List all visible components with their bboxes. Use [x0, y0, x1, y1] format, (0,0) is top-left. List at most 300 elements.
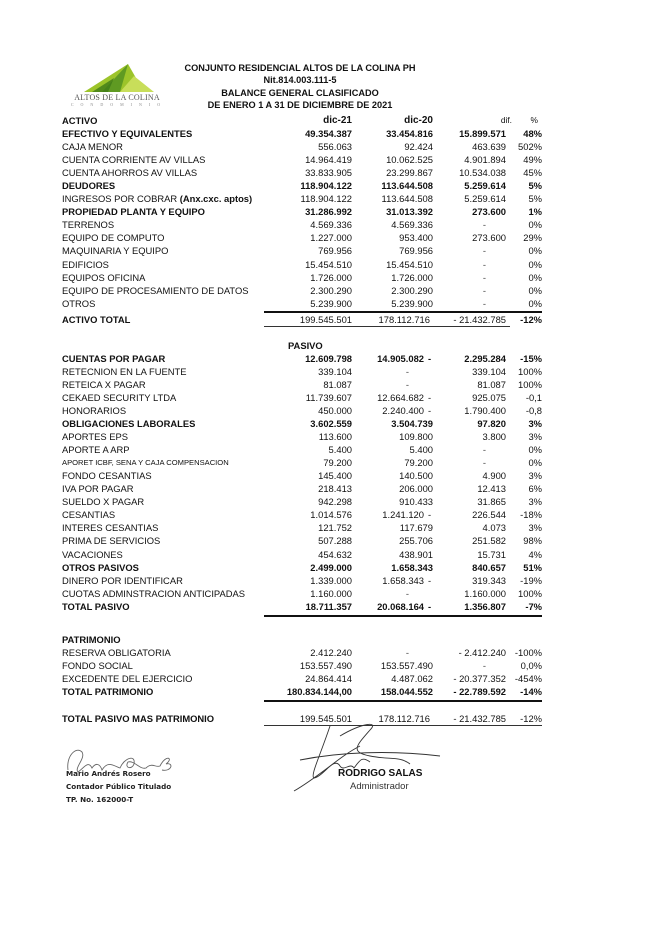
row-label	[62, 508, 115, 521]
table-row	[62, 495, 552, 508]
value-dic-20: -	[405, 365, 409, 377]
row-label	[62, 140, 123, 153]
value-dif: 4.901.894	[464, 154, 506, 166]
value-percent: 3%	[528, 431, 542, 443]
table-row	[62, 600, 552, 613]
row-label	[62, 495, 144, 508]
row-label-text: FONDO CESANTIAS	[62, 470, 152, 482]
value-percent: 502%	[518, 141, 542, 153]
value-dic-21: 199.545.501	[299, 712, 352, 724]
value-dic-21: 180.834.144,00	[286, 685, 352, 697]
col-dic-20: dic-20	[404, 115, 433, 126]
value-dic-20: 20.068.164	[377, 600, 424, 612]
table-row	[62, 646, 552, 659]
table-row	[62, 561, 552, 574]
row-label	[62, 469, 152, 482]
row-label	[62, 192, 252, 205]
row-label-text: OBLIGACIONES LABORALES	[62, 418, 196, 430]
value-percent: 100%	[518, 587, 542, 599]
row-label-text: MAQUINARIA Y EQUIPO	[62, 245, 169, 257]
value-dic-20: 5.400	[409, 444, 433, 456]
value-dif: 273.600	[472, 206, 506, 218]
value-dic-20: 5.239.900	[391, 297, 433, 309]
value-dif: 339.104	[472, 365, 506, 377]
value-dic-21: 507.288	[318, 535, 352, 547]
value-percent: 48%	[523, 128, 542, 140]
value-dic-21: 31.286.992	[305, 206, 352, 218]
row-label	[62, 600, 130, 613]
value-dif: 1.160.000	[464, 587, 506, 599]
value-dic-20: -	[405, 587, 409, 599]
value-dic-20: 158.044.552	[380, 685, 433, 697]
value-dif: - 21.432.785	[453, 313, 506, 325]
table-row	[62, 672, 552, 685]
row-label-text: DINERO POR IDENTIFICAR	[62, 574, 183, 586]
value-dic-21: 2.300.290	[310, 284, 352, 296]
value-percent: 98%	[523, 535, 542, 547]
patrimonio-heading-row	[62, 633, 552, 646]
logo-name: ALTOS DE LA COLINA	[74, 93, 160, 102]
row-label	[62, 404, 126, 417]
row-label	[62, 127, 192, 140]
accountant-role: Contador Público Titulado	[66, 782, 172, 791]
value-dif: 463.639	[472, 141, 506, 153]
row-label	[62, 482, 134, 495]
row-label-text: VACACIONES	[62, 548, 123, 560]
value-dic-20: 79.200	[404, 457, 433, 469]
value-percent: -12%	[520, 313, 542, 325]
value-dif: 4.900	[482, 470, 506, 482]
value-dif: 1.790.400	[464, 404, 506, 416]
value-percent: 3%	[528, 470, 542, 482]
section-patrimonio: PATRIMONIO	[62, 633, 121, 645]
value-dic-20: 953.400	[399, 232, 433, 244]
row-label	[62, 534, 160, 547]
value-dic-21: 18.711.357	[305, 600, 352, 612]
value-dic-20: -	[405, 378, 409, 390]
row-label-text: PROPIEDAD PLANTA Y EQUIPO	[62, 206, 205, 218]
row-label-text: OTROS PASIVOS	[62, 561, 139, 573]
row-label-text: RETEICA X PAGAR	[62, 378, 146, 390]
row-label	[62, 417, 195, 430]
value-percent: -454%	[514, 672, 542, 684]
row-label	[62, 166, 197, 179]
logo-subtitle: C O N D O M I N I O	[70, 102, 164, 107]
row-label	[62, 284, 249, 297]
row-label-suffix: (Anx.cxc. aptos)	[179, 193, 253, 205]
value-dic-21: 1.726.000	[310, 271, 352, 283]
col-percent: %	[530, 115, 538, 125]
row-label	[62, 205, 205, 218]
row-label	[62, 561, 139, 574]
value-dif: 12.413	[477, 483, 506, 495]
negative-sign: -	[428, 509, 432, 521]
row-label	[62, 521, 158, 534]
value-dif: -	[482, 245, 486, 257]
report-header	[170, 62, 430, 112]
value-dic-20: 1.658.343	[382, 574, 424, 586]
value-percent: 5%	[528, 193, 542, 205]
activo-total-row	[62, 313, 552, 326]
value-percent: 100%	[518, 365, 542, 377]
value-dic-21: 556.063	[318, 141, 352, 153]
value-dif: 10.534.038	[459, 167, 506, 179]
value-dic-21: 118.904.122	[300, 180, 352, 192]
row-label	[62, 548, 123, 561]
negative-sign: -	[428, 574, 432, 586]
row-label-text: TERRENOS	[62, 219, 115, 231]
value-percent: 0%	[528, 284, 542, 296]
table-row	[62, 659, 552, 672]
col-dif: dif.	[500, 115, 512, 125]
value-dic-21: 49.354.387	[305, 128, 352, 140]
value-percent: -14%	[520, 685, 542, 697]
activo-rows	[62, 127, 552, 310]
value-dic-21: 1.227.000	[310, 232, 352, 244]
row-label	[62, 391, 176, 404]
value-percent: 0%	[528, 297, 542, 309]
value-dic-20: 113.644.508	[381, 180, 433, 192]
table-row	[62, 179, 552, 192]
value-percent: 0%	[528, 219, 542, 231]
patrimonio-rows	[62, 646, 552, 698]
table-row	[62, 587, 552, 600]
value-dic-21: 454.632	[318, 548, 352, 560]
value-dif: 1.356.807	[464, 600, 506, 612]
value-dic-20: 12.664.682	[377, 391, 424, 403]
value-dic-21: 12.609.798	[305, 352, 352, 364]
value-dif: -	[482, 444, 486, 456]
row-label-text: EQUIPO DE PROCESAMIENTO DE DATOS	[62, 284, 249, 296]
value-dif: 226.544	[472, 509, 506, 521]
company-logo	[62, 60, 172, 110]
value-dic-21: 14.964.419	[305, 154, 352, 166]
table-row	[62, 192, 552, 205]
report-title: BALANCE GENERAL CLASIFICADO	[221, 87, 379, 98]
section-pasivo: PASIVO	[288, 339, 323, 351]
value-dif: - 2.412.240	[458, 646, 506, 658]
value-dic-20: 140.500	[399, 470, 433, 482]
value-dif: 97.820	[477, 418, 506, 430]
value-dic-20: 10.062.525	[386, 154, 433, 166]
value-dif: -	[482, 297, 486, 309]
value-percent: -12%	[520, 712, 542, 724]
value-dif: - 20.377.352	[453, 672, 506, 684]
value-dic-20: 1.658.343	[391, 561, 433, 573]
value-dic-21: 218.413	[318, 483, 352, 495]
value-dic-21: 339.104	[318, 365, 352, 377]
row-label-text: IVA POR PAGAR	[62, 483, 134, 495]
accountant-license: TP. No. 162000-T	[66, 795, 134, 804]
table-row	[62, 297, 552, 310]
value-dif: - 22.789.592	[453, 685, 506, 697]
column-header-row	[62, 114, 552, 127]
row-label	[62, 443, 130, 456]
value-dif: 5.259.614	[464, 180, 506, 192]
value-dic-20: 206.000	[399, 483, 433, 495]
value-percent: 0%	[528, 444, 542, 456]
row-label: TOTAL PASIVO MAS PATRIMONIO	[62, 712, 215, 724]
row-label-text: PRIMA DE SERVICIOS	[62, 535, 161, 547]
value-percent: -100%	[514, 646, 542, 658]
table-row	[62, 574, 552, 587]
value-dic-20: 23.299.867	[386, 167, 433, 179]
value-dic-20: 178.112.716	[378, 712, 430, 724]
table-row	[62, 284, 552, 297]
table-row	[62, 352, 552, 365]
row-label	[62, 430, 128, 443]
value-percent: -0,1	[525, 391, 542, 403]
row-label-text: EDIFICIOS	[62, 258, 109, 270]
value-dif: -	[482, 271, 486, 283]
row-label	[62, 587, 245, 600]
table-row	[62, 271, 552, 284]
accountant-name: Mario Andrés Rosero	[66, 769, 151, 778]
value-dic-20: 4.487.062	[391, 672, 433, 684]
value-dif: -	[482, 659, 486, 671]
value-dic-21: 1.014.576	[310, 509, 352, 521]
table-row	[62, 231, 552, 244]
value-dic-20: 109.800	[399, 431, 433, 443]
value-dic-20: 1.241.120	[382, 509, 424, 521]
value-dic-20: 4.569.336	[391, 219, 433, 231]
table-row	[62, 391, 552, 404]
value-dic-20: 113.644.508	[381, 193, 433, 205]
row-label: ACTIVO TOTAL	[62, 313, 131, 325]
table-row	[62, 218, 552, 231]
row-label-text: APORET ICBF, SENA Y CAJA COMPENSACION	[62, 458, 229, 468]
table-row	[62, 534, 552, 547]
row-label-text: FONDO SOCIAL	[62, 659, 133, 671]
row-label	[62, 244, 168, 257]
row-label-text: APORTE A ARP	[62, 444, 130, 456]
value-dif: 2.295.284	[464, 352, 506, 364]
row-label-text: OTROS	[62, 297, 96, 309]
table-row	[62, 166, 552, 179]
col-dic-21: dic-21	[323, 115, 352, 126]
row-label-text: EFECTIVO Y EQUIVALENTES	[62, 128, 193, 140]
value-dif: 4.073	[482, 522, 506, 534]
value-dic-20: 153.557.490	[380, 659, 433, 671]
value-percent: 0%	[528, 258, 542, 270]
value-percent: 0%	[528, 271, 542, 283]
value-dic-21: 121.752	[318, 522, 352, 534]
row-label	[62, 258, 109, 271]
value-dic-20: 255.706	[399, 535, 433, 547]
row-label-text: CUENTAS POR PAGAR	[62, 352, 166, 364]
value-dic-20: 769.956	[399, 245, 433, 257]
value-dif: 840.657	[472, 561, 506, 573]
row-label-text: CUOTAS ADMINSTRACION ANTICIPADAS	[62, 587, 246, 599]
value-dic-21: 450.000	[318, 404, 352, 416]
value-dif: 31.865	[477, 496, 506, 508]
table-row	[62, 482, 552, 495]
table-row	[62, 404, 552, 417]
value-dic-20: 14.905.082	[377, 352, 424, 364]
row-label-text: TOTAL PASIVO	[62, 600, 130, 612]
value-dic-21: 1.339.000	[310, 574, 352, 586]
value-percent: 45%	[523, 167, 542, 179]
value-percent: -18%	[520, 509, 542, 521]
row-label-text: RESERVA OBLIGATORIA	[62, 646, 171, 658]
value-percent: 3%	[528, 418, 542, 430]
row-label-text: RETECNION EN LA FUENTE	[62, 365, 187, 377]
table-row	[62, 443, 552, 456]
value-dif: 5.259.614	[464, 193, 506, 205]
value-dif: 273.600	[472, 232, 506, 244]
table-row	[62, 365, 552, 378]
value-dic-21: 153.557.490	[299, 659, 352, 671]
value-dif: -	[482, 258, 486, 270]
row-label	[62, 365, 187, 378]
row-label	[62, 659, 133, 672]
value-dic-21: 81.087	[323, 378, 352, 390]
row-label-text: INGRESOS POR COBRAR	[62, 193, 180, 205]
value-percent: -15%	[520, 352, 542, 364]
table-row	[62, 430, 552, 443]
value-dic-21: 5.400	[328, 444, 352, 456]
administrator-role: Administrador	[350, 781, 409, 792]
value-dic-20: -	[405, 646, 409, 658]
value-percent: -19%	[520, 574, 542, 586]
value-dic-21: 79.200	[323, 457, 352, 469]
value-percent: 0%	[528, 245, 542, 257]
row-label	[62, 271, 145, 284]
value-percent: 29%	[523, 232, 542, 244]
row-label	[62, 456, 229, 469]
value-percent: 100%	[518, 378, 542, 390]
value-dif: 81.087	[477, 378, 506, 390]
value-dif: -	[482, 219, 486, 231]
row-label-text: TOTAL PATRIMONIO	[62, 685, 154, 697]
section-activo: ACTIVO	[62, 115, 98, 126]
value-dif: 15.899.571	[459, 128, 506, 140]
value-dic-21: 15.454.510	[305, 258, 352, 270]
balance-sheet	[62, 114, 552, 725]
value-percent: -0,8	[525, 404, 542, 416]
value-dif: -	[482, 457, 486, 469]
table-row	[62, 469, 552, 482]
negative-sign: -	[428, 391, 432, 403]
table-row	[62, 508, 552, 521]
table-row	[62, 140, 552, 153]
value-dic-20: 2.300.290	[391, 284, 433, 296]
row-label	[62, 574, 183, 587]
value-dic-21: 118.904.122	[300, 193, 352, 205]
value-dic-20: 438.901	[399, 548, 433, 560]
value-dic-20: 92.424	[404, 141, 433, 153]
value-dic-21: 5.239.900	[310, 297, 352, 309]
value-percent: 1%	[528, 206, 542, 218]
table-row	[62, 153, 552, 166]
nit: Nit.814.003.111-5	[263, 75, 337, 86]
value-dic-20: 2.240.400	[382, 404, 424, 416]
table-row	[62, 685, 552, 698]
value-dic-20: 910.433	[399, 496, 433, 508]
table-row	[62, 205, 552, 218]
table-row	[62, 378, 552, 391]
value-dif: 15.731	[477, 548, 506, 560]
row-label-text: CAJA MENOR	[62, 141, 123, 153]
row-label-text: CEKAED SECURITY LTDA	[62, 391, 177, 403]
value-dic-21: 2.499.000	[310, 561, 352, 573]
row-label	[62, 352, 165, 365]
pasivo-heading-row	[62, 339, 552, 352]
row-label-text: DEUDORES	[62, 180, 116, 192]
table-row	[62, 456, 552, 469]
table-row	[62, 258, 552, 271]
administrator-name: RODRIGO SALAS	[338, 768, 423, 779]
row-label-text: EXCEDENTE DEL EJERCICIO	[62, 672, 193, 684]
row-label	[62, 218, 114, 231]
pasivo-rows	[62, 352, 552, 613]
administrator-signature-block	[300, 716, 450, 796]
row-label-text: CUENTA AHORROS AV VILLAS	[62, 167, 198, 179]
row-label-text: CUENTA CORRIENTE AV VILLAS	[62, 154, 206, 166]
table-row	[62, 127, 552, 140]
value-dic-20: 3.504.739	[391, 418, 433, 430]
table-row	[62, 521, 552, 534]
row-label-text: HONORARIOS	[62, 404, 127, 416]
value-dic-21: 199.545.501	[299, 313, 352, 325]
value-percent: -7%	[525, 600, 542, 612]
value-percent: 3%	[528, 496, 542, 508]
value-dic-21: 113.600	[318, 431, 352, 443]
table-row	[62, 244, 552, 257]
value-dic-21: 942.298	[318, 496, 352, 508]
row-label-text: APORTES EPS	[62, 431, 128, 443]
value-dic-21: 11.739.607	[305, 391, 352, 403]
mountain-logo-icon	[62, 60, 172, 94]
row-label	[62, 646, 171, 659]
value-dif: 925.075	[472, 391, 506, 403]
row-label	[62, 685, 153, 698]
negative-sign: -	[428, 600, 432, 612]
row-label-text: EQUIPO DE COMPUTO	[62, 232, 165, 244]
value-percent: 4%	[528, 548, 542, 560]
row-label-text: CESANTIAS	[62, 509, 116, 521]
value-dic-21: 33.833.905	[305, 167, 352, 179]
value-dic-20: 31.013.392	[386, 206, 433, 218]
value-dic-21: 145.400	[318, 470, 352, 482]
value-dif: 3.800	[482, 431, 506, 443]
accountant-info	[66, 767, 171, 806]
value-dic-21: 4.569.336	[310, 219, 352, 231]
row-label	[62, 297, 95, 310]
report-period: DE ENERO 1 A 31 DE DICIEMBRE DE 2021	[207, 100, 393, 111]
value-dif: -	[482, 284, 486, 296]
value-dic-21: 3.602.559	[310, 418, 352, 430]
negative-sign: -	[428, 404, 432, 416]
value-dif: - 21.432.785	[453, 712, 506, 724]
value-percent: 6%	[528, 483, 542, 495]
table-row	[62, 417, 552, 430]
row-label	[62, 231, 164, 244]
value-dif: 251.582	[472, 535, 506, 547]
value-dic-21: 2.412.240	[310, 646, 352, 658]
value-dic-20: 117.679	[399, 522, 433, 534]
value-percent: 0%	[528, 457, 542, 469]
row-label	[62, 378, 146, 391]
row-label-text: INTERES CESANTIAS	[62, 522, 159, 534]
value-dif: 319.343	[472, 574, 506, 586]
entity-name: CONJUNTO RESIDENCIAL ALTOS DE LA COLINA PH	[184, 63, 416, 73]
value-percent: 51%	[523, 561, 542, 573]
value-percent: 0,0%	[520, 659, 542, 671]
value-dic-21: 769.956	[318, 245, 352, 257]
row-label	[62, 179, 115, 192]
row-label	[62, 153, 205, 166]
